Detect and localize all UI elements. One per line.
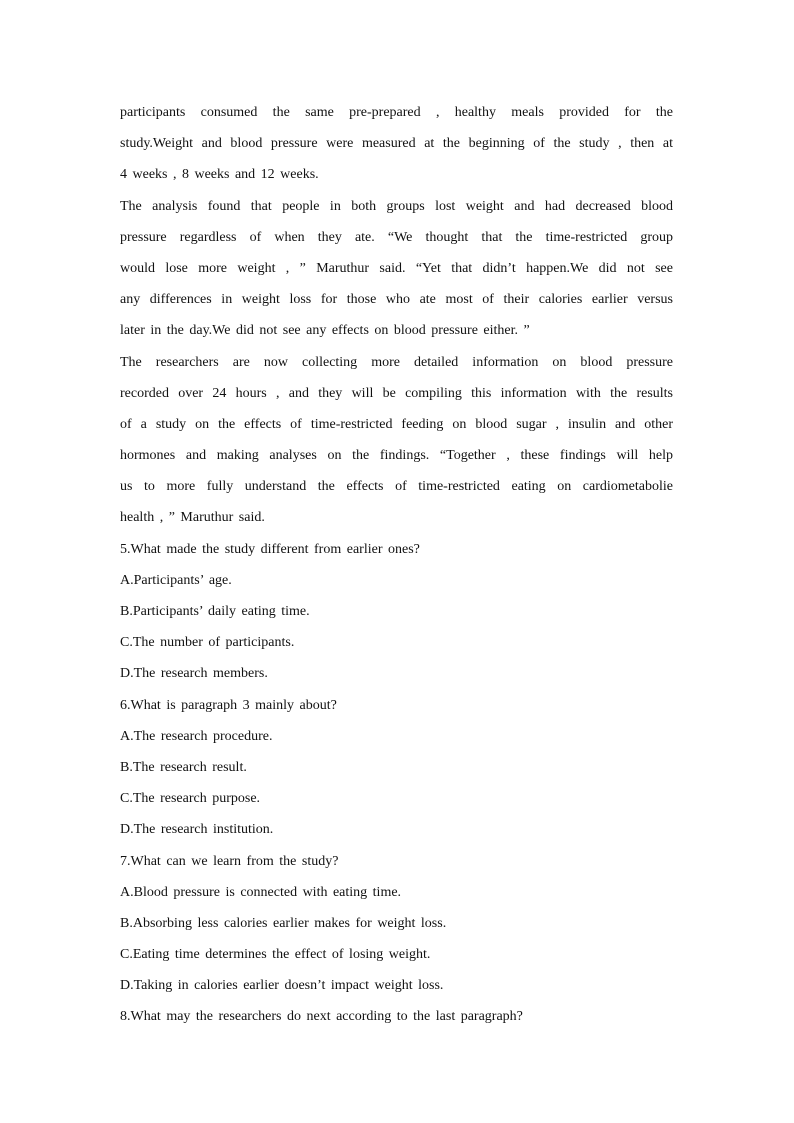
question-option: A.Participants’ age. <box>120 572 232 588</box>
question-option: B.Participants’ daily eating time. <box>120 604 310 619</box>
question-option: D.Taking in calories earlier doesn’t impact weight loss. <box>120 978 444 994</box>
paragraph-continuation <box>120 97 673 191</box>
text-line: any differences in weight loss for those who ate most of their calories earlier versus <box>120 292 673 308</box>
question-option: B.Absorbing less calories earlier makes for weight loss. <box>120 915 447 931</box>
text-line: study.Weight and blood pressure were measured at the beginning of the study , then at <box>120 136 673 152</box>
text-line: hormones and making analyses on the findings. “Together , these findings will help <box>120 448 673 464</box>
question-7 <box>120 846 673 1002</box>
document-content <box>120 97 673 1033</box>
text-line: recorded over 24 hours , and they will be compiling this information with the results <box>120 385 673 401</box>
text-line: health , ” Maruthur said. <box>120 510 265 526</box>
question-5 <box>120 534 673 690</box>
question-stem: 6.What is paragraph 3 mainly about? <box>120 697 337 713</box>
text-line: participants consumed the same pre-prepared , healthy meals provided for the <box>120 105 673 120</box>
question-option: C.The research purpose. <box>120 791 261 807</box>
text-line: of a study on the effects of time-restricted feeding on blood sugar , insulin and other <box>120 416 673 432</box>
text-line: later in the day.We did not see any effects on blood pressure either. ” <box>120 323 530 339</box>
question-option: C.The number of participants. <box>120 635 295 651</box>
question-6 <box>120 690 673 846</box>
question-option: D.The research institution. <box>120 822 274 838</box>
text-line: The researchers are now collecting more detailed information on blood pressure <box>120 354 673 370</box>
paragraph-researchers <box>120 347 673 534</box>
text-line: The analysis found that people in both groups lost weight and had decreased blood <box>120 198 673 214</box>
question-option: D.The research members. <box>120 666 268 682</box>
text-line: us to more fully understand the effects of time-restricted eating on cardiometabolie <box>120 479 673 495</box>
paragraph-analysis <box>120 191 673 347</box>
text-line: 4 weeks , 8 weeks and 12 weeks. <box>120 167 319 183</box>
question-8 <box>120 1001 673 1032</box>
question-stem: 7.What can we learn from the study? <box>120 853 339 869</box>
question-stem: 5.What made the study different from earlier ones? <box>120 541 420 557</box>
question-option: A.Blood pressure is connected with eating time. <box>120 884 402 900</box>
text-line: would lose more weight , ” Maruthur said. “Yet that didn’t happen.We did not see <box>120 260 673 276</box>
question-option: C.Eating time determines the effect of losing weight. <box>120 947 431 963</box>
question-option: B.The research result. <box>120 759 247 775</box>
question-stem: 8.What may the researchers do next according to the last paragraph? <box>120 1009 523 1025</box>
question-option: A.The research procedure. <box>120 728 273 744</box>
text-line: pressure regardless of when they ate. “We thought that the time-restricted group <box>120 229 673 245</box>
